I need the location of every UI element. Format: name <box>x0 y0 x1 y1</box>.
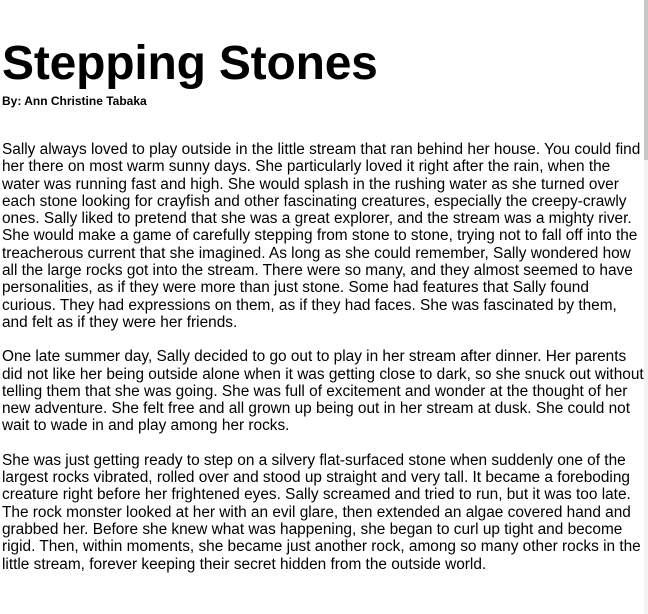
article-title: Stepping Stones <box>2 37 378 90</box>
article-paragraph: One late summer day, Sally decided to go out to play in her stream after dinner. Her parents did not like her being outside alone when it was getting close to dark, so she snuck out without telling them that she was going. She was full of excitement and wonder at the thought of her new adventure. She felt free and all grown up being out in her stream at dusk. She could not wait to wade in and play among her rocks. <box>2 348 644 435</box>
scrollbar-thumb[interactable] <box>644 0 648 160</box>
article-byline: By: Ann Christine Tabaka <box>2 94 147 108</box>
article-paragraph: Sally always loved to play outside in the little stream that ran behind her house. You could find her there on most warm sunny days. She particularly loved it right after the rain, when the water was running fast and high. She would splash in the rushing water as she turned over each stone looking for crayfish and other fascinating creatures, especially the creepy-crawly ones. Sally liked to pretend that she was a great explorer, and the stream was a mighty river. She would make a game of carefully stepping from stone to stone, trying not to fall off into the treacherous current that she imagined. As long as she could remember, Sally wondered how all the large rocks got into the stream. There were so many, and they almost seemed to have personalities, as if they were more than just stone. Some had features that Sally found curious. They had expressions on them, as if they had faces. She was fascinated by them, and felt as if they were her friends. <box>2 141 641 331</box>
article <box>2 36 644 590</box>
vertical-scrollbar[interactable] <box>644 0 648 614</box>
article-paragraph: She was just getting ready to step on a silvery flat-surfaced stone when suddenly one of the largest rocks vibrated, rolled over and stood up straight and very tall. It became a foreboding creature right before her frightened eyes. Sally screamed and tried to run, but it was too late. The rock monster looked at her with an evil glare, then extended an algae covered hand and grabbed her. Before she knew what was happening, she began to curl up tight and become rigid. Then, within moments, she became just another rock, among so many other rocks in the little stream, forever keeping their secret hidden from the outside world. <box>2 451 641 573</box>
